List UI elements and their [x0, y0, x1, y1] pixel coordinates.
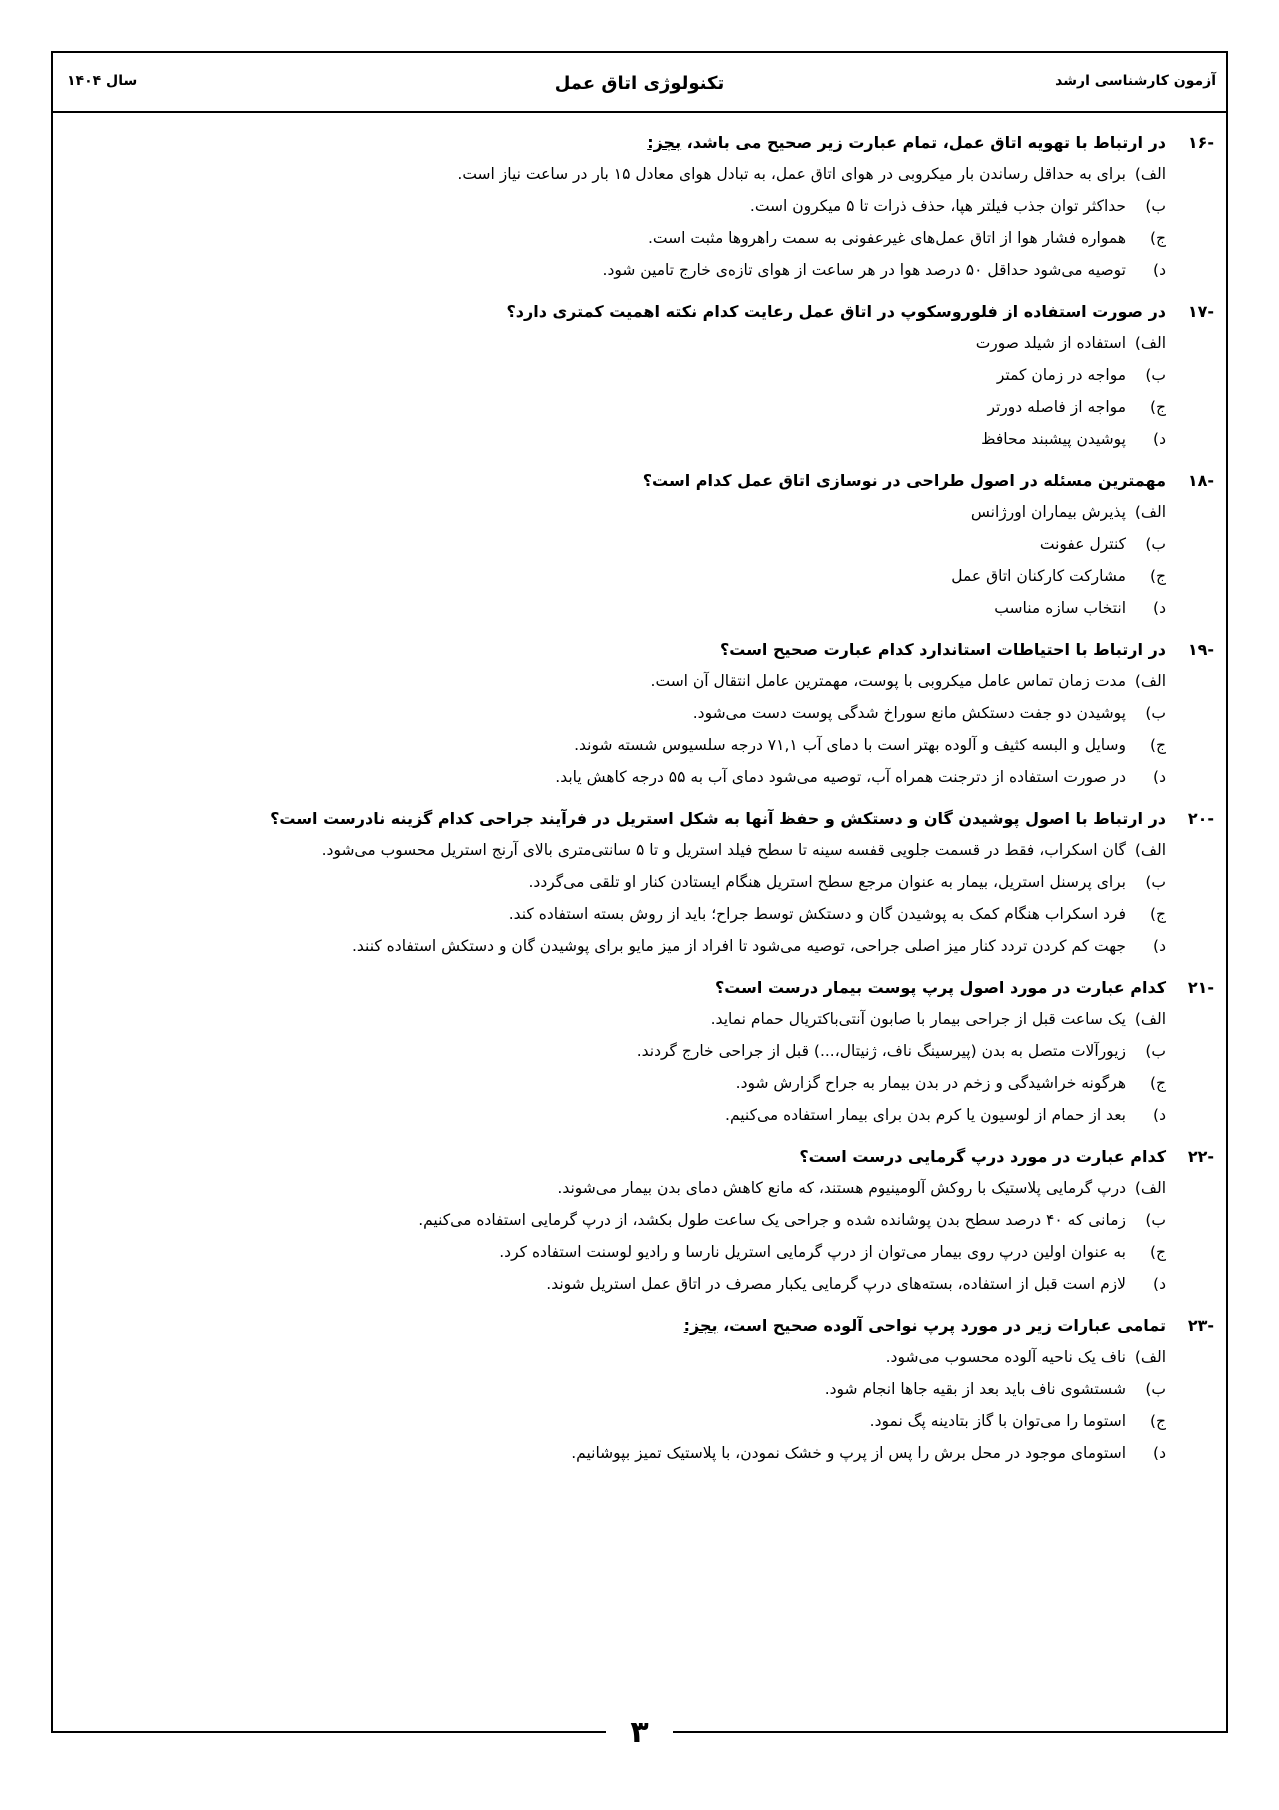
question-text: در ارتباط با احتیاطات استاندارد کدام عبارت صحیح است؟: [719, 640, 1166, 659]
question-block: [61, 972, 1214, 1131]
option-label: الف): [1134, 1179, 1166, 1197]
option-text: در صورت استفاده از دترجنت همراه آب، توصیه می‌شود دمای آب به ۵۵ درجه کاهش یابد.: [555, 768, 1126, 786]
option-text: هرگونه خراشیدگی و زخم در بدن بیمار به جراح گزارش شود.: [735, 1074, 1126, 1092]
question-text-wrap: [61, 803, 1166, 834]
question-number: -۲۱: [1187, 978, 1214, 997]
option-text: همواره فشار هوا از اتاق عمل‌های غیرعفونی به سمت راهروها مثبت است.: [648, 229, 1126, 247]
option-text: وسایل و البسه کثیف و آلوده بهتر است با دمای آب ۷۱,۱ درجه سلسیوس شسته شوند.: [574, 736, 1126, 754]
question-number: -۱۶: [1187, 133, 1214, 152]
option-item: [61, 834, 1166, 866]
option-label: د): [1153, 599, 1166, 617]
option-item: [61, 592, 1166, 624]
option-item: [61, 866, 1166, 898]
question-text-wrap: [61, 296, 1166, 327]
option-item: [61, 1172, 1166, 1204]
option-text: به عنوان اولین درپ روی بیمار می‌توان از درپ گرمایی استریل نارسا و رادیو لوسنت استفاده کرد.: [499, 1243, 1126, 1261]
option-text: توصیه می‌شود حداقل ۵۰ درصد هوا در هر ساعت از هوای تازه‌ی خارج تامین شود.: [602, 261, 1126, 279]
option-text: ناف یک ناحیه آلوده محسوب می‌شود.: [885, 1348, 1126, 1366]
option-label: ج): [1149, 905, 1166, 923]
question-stem: [61, 803, 1214, 834]
question-text: کدام عبارت در مورد اصول پرپ پوست بیمار درست است؟: [714, 978, 1166, 997]
option-text: شستشوی ناف باید بعد از بقیه جاها انجام شود.: [824, 1380, 1126, 1398]
options-list: [61, 665, 1214, 793]
option-item: [61, 898, 1166, 930]
exam-label: آزمون کارشناسی ارشد: [1055, 73, 1216, 89]
question-number: -۱۹: [1187, 640, 1214, 659]
page-footer: [53, 1713, 1226, 1753]
option-item: [61, 528, 1166, 560]
option-text: جهت کم کردن تردد کنار میز اصلی جراحی، توصیه می‌شود تا افراد از میز مایو برای پوشیدن گان و دستکش استفاده کنند.: [351, 937, 1126, 955]
question-stem: [61, 1141, 1214, 1172]
question-stem: [61, 972, 1214, 1003]
option-item: [61, 496, 1166, 528]
options-list: [61, 1003, 1214, 1131]
option-text: استوما را می‌توان با گاز بتادینه پگ نمود.: [869, 1412, 1126, 1430]
option-text: گان اسکراب، فقط در قسمت جلویی قفسه سینه تا سطح فیلد استریل و تا ۵ سانتی‌متری بالای آرنج استریل محسوب می‌شود.: [321, 841, 1126, 859]
option-label: ب): [1145, 366, 1166, 384]
question-block: [61, 296, 1214, 455]
question-text-wrap: [61, 465, 1166, 496]
question-block: [61, 803, 1214, 962]
option-item: [61, 254, 1166, 286]
option-text: مواجه از فاصله دورتر: [987, 398, 1126, 416]
options-list: [61, 158, 1214, 286]
option-item: [61, 560, 1166, 592]
option-label: ب): [1145, 873, 1166, 891]
option-item: [61, 665, 1166, 697]
option-item: [61, 391, 1166, 423]
option-item: [61, 1341, 1166, 1373]
option-item: [61, 1099, 1166, 1131]
question-exception: بجز:: [647, 133, 682, 152]
question-stem: [61, 296, 1214, 327]
option-item: [61, 1268, 1166, 1300]
options-list: [61, 1341, 1214, 1469]
page-number: ۳: [606, 1715, 672, 1750]
option-text: بعد از حمام از لوسیون یا کرم بدن برای بیمار استفاده می‌کنیم.: [725, 1106, 1126, 1124]
question-text: کدام عبارت در مورد درپ گرمایی درست است؟: [799, 1147, 1166, 1166]
option-label: ج): [1149, 1243, 1166, 1261]
option-item: [61, 222, 1166, 254]
question-number: -۲۰: [1187, 809, 1214, 828]
option-label: الف): [1134, 841, 1166, 859]
option-item: [61, 1437, 1166, 1469]
option-label: د): [1153, 261, 1166, 279]
option-item: [61, 1405, 1166, 1437]
option-label: الف): [1134, 165, 1166, 183]
question-text: در ارتباط با اصول پوشیدن گان و دستکش و حفظ آنها به شکل استریل در فرآیند جراحی کدام گزینه نادرست است؟: [270, 809, 1166, 828]
question-stem: [61, 127, 1214, 158]
option-text: برای پرسنل استریل، بیمار به عنوان مرجع سطح استریل هنگام ایستادن کنار او تلقی می‌گردد.: [528, 873, 1126, 891]
option-text: انتخاب سازه مناسب: [994, 599, 1126, 617]
question-text-wrap: [61, 634, 1166, 665]
option-item: [61, 423, 1166, 455]
question-block: [61, 1141, 1214, 1300]
option-label: الف): [1134, 672, 1166, 690]
question-text-wrap: [61, 1310, 1166, 1341]
option-item: [61, 930, 1166, 962]
options-list: [61, 327, 1214, 455]
question-text: مهمترین مسئله در اصول طراحی در نوسازی اتاق عمل کدام است؟: [642, 471, 1166, 490]
option-text: لازم است قبل از استفاده، بسته‌های درپ گرمایی یکبار مصرف در اتاق عمل استریل شوند.: [546, 1275, 1126, 1293]
option-label: ب): [1145, 1211, 1166, 1229]
question-block: [61, 127, 1214, 286]
option-label: ج): [1149, 398, 1166, 416]
option-item: [61, 327, 1166, 359]
option-text: زمانی که ۴۰ درصد سطح بدن پوشانده شده و جراحی یک ساعت طول بکشد، از درپ گرمایی استفاده می‌کنیم.: [418, 1211, 1126, 1229]
question-number: -۱۸: [1187, 471, 1214, 490]
question-text-wrap: [61, 127, 1166, 158]
option-item: [61, 190, 1166, 222]
option-item: [61, 1204, 1166, 1236]
questions-list: [61, 127, 1214, 1479]
options-list: [61, 1172, 1214, 1300]
question-block: [61, 465, 1214, 624]
option-label: ج): [1149, 229, 1166, 247]
option-text: مواجه در زمان کمتر: [996, 366, 1126, 384]
question-stem: [61, 465, 1214, 496]
option-label: ج): [1149, 1412, 1166, 1430]
option-text: یک ساعت قبل از جراحی بیمار با صابون آنتی‌باکتریال حمام نماید.: [710, 1010, 1126, 1028]
option-text: حداکثر توان جذب فیلتر هپا، حذف ذرات تا ۵ میکرون است.: [749, 197, 1126, 215]
option-label: ب): [1145, 197, 1166, 215]
option-label: الف): [1134, 503, 1166, 521]
page-frame: [51, 51, 1228, 1750]
option-item: [61, 359, 1166, 391]
options-list: [61, 496, 1214, 624]
question-text: در ارتباط با تهویه اتاق عمل، تمام عبارت زیر صحیح می باشد،: [686, 133, 1166, 152]
option-text: فرد اسکراب هنگام کمک به پوشیدن گان و دستکش توسط جراح؛ باید از روش بسته استفاده کند.: [508, 905, 1126, 923]
question-stem: [61, 1310, 1214, 1341]
option-text: استومای موجود در محل برش را پس از پرپ و خشک نمودن، با پلاستیک تمیز بپوشانیم.: [571, 1444, 1126, 1462]
page-title: تکنولوژی اتاق عمل: [554, 73, 725, 94]
year-label: سال ۱۴۰۴: [67, 73, 138, 89]
option-label: الف): [1134, 1348, 1166, 1366]
option-label: د): [1153, 1444, 1166, 1462]
option-text: پذیرش بیماران اورژانس: [970, 503, 1126, 521]
option-item: [61, 158, 1166, 190]
option-label: ب): [1145, 535, 1166, 553]
option-item: [61, 1067, 1166, 1099]
option-label: ج): [1149, 736, 1166, 754]
question-number: -۲۲: [1187, 1147, 1214, 1166]
option-label: الف): [1134, 1010, 1166, 1028]
option-item: [61, 761, 1166, 793]
option-text: برای به حداقل رساندن بار میکروبی در هوای اتاق عمل، به تبادل هوای معادل ۱۵ بار در ساعت نیاز است.: [457, 165, 1126, 183]
question-stem: [61, 634, 1214, 665]
question-exception: بجز:: [683, 1316, 718, 1335]
option-item: [61, 697, 1166, 729]
page-header: [53, 53, 1226, 113]
option-text: مشارکت کارکنان اتاق عمل: [951, 567, 1126, 585]
option-label: د): [1153, 430, 1166, 448]
option-text: زیورآلات متصل به بدن (پیرسینگ ناف، ژنیتال،...) قبل از جراحی خارج گردند.: [636, 1042, 1126, 1060]
option-label: الف): [1134, 334, 1166, 352]
question-number: -۲۳: [1187, 1316, 1214, 1335]
option-item: [61, 1236, 1166, 1268]
option-item: [61, 729, 1166, 761]
option-label: د): [1153, 768, 1166, 786]
question-number: -۱۷: [1187, 302, 1214, 321]
option-item: [61, 1373, 1166, 1405]
question-text-wrap: [61, 972, 1166, 1003]
option-text: کنترل عفونت: [1039, 535, 1126, 553]
question-block: [61, 1310, 1214, 1469]
question-text-wrap: [61, 1141, 1166, 1172]
question-text: در صورت استفاده از فلوروسکوپ در اتاق عمل رعایت کدام نکته اهمیت کمتری دارد؟: [506, 302, 1166, 321]
option-label: ج): [1149, 1074, 1166, 1092]
option-item: [61, 1003, 1166, 1035]
option-label: ب): [1145, 704, 1166, 722]
option-label: د): [1153, 1106, 1166, 1124]
question-text: تمامی عبارات زیر در مورد پرپ نواحی آلوده صحیح است،: [723, 1316, 1166, 1335]
option-label: ب): [1145, 1380, 1166, 1398]
option-text: پوشیدن دو جفت دستکش مانع سوراخ شدگی پوست دست می‌شود.: [692, 704, 1126, 722]
option-label: ب): [1145, 1042, 1166, 1060]
option-label: د): [1153, 1275, 1166, 1293]
option-text: پوشیدن پیشبند محافظ: [981, 430, 1126, 448]
option-text: مدت زمان تماس عامل میکروبی با پوست، مهمترین عامل انتقال آن است.: [650, 672, 1126, 690]
option-label: د): [1153, 937, 1166, 955]
option-text: استفاده از شیلد صورت: [975, 334, 1126, 352]
option-item: [61, 1035, 1166, 1067]
option-text: درپ گرمایی پلاستیک با روکش آلومینیوم هستند، که مانع کاهش دمای بدن بیمار می‌شوند.: [557, 1179, 1126, 1197]
options-list: [61, 834, 1214, 962]
option-label: ج): [1149, 567, 1166, 585]
question-block: [61, 634, 1214, 793]
